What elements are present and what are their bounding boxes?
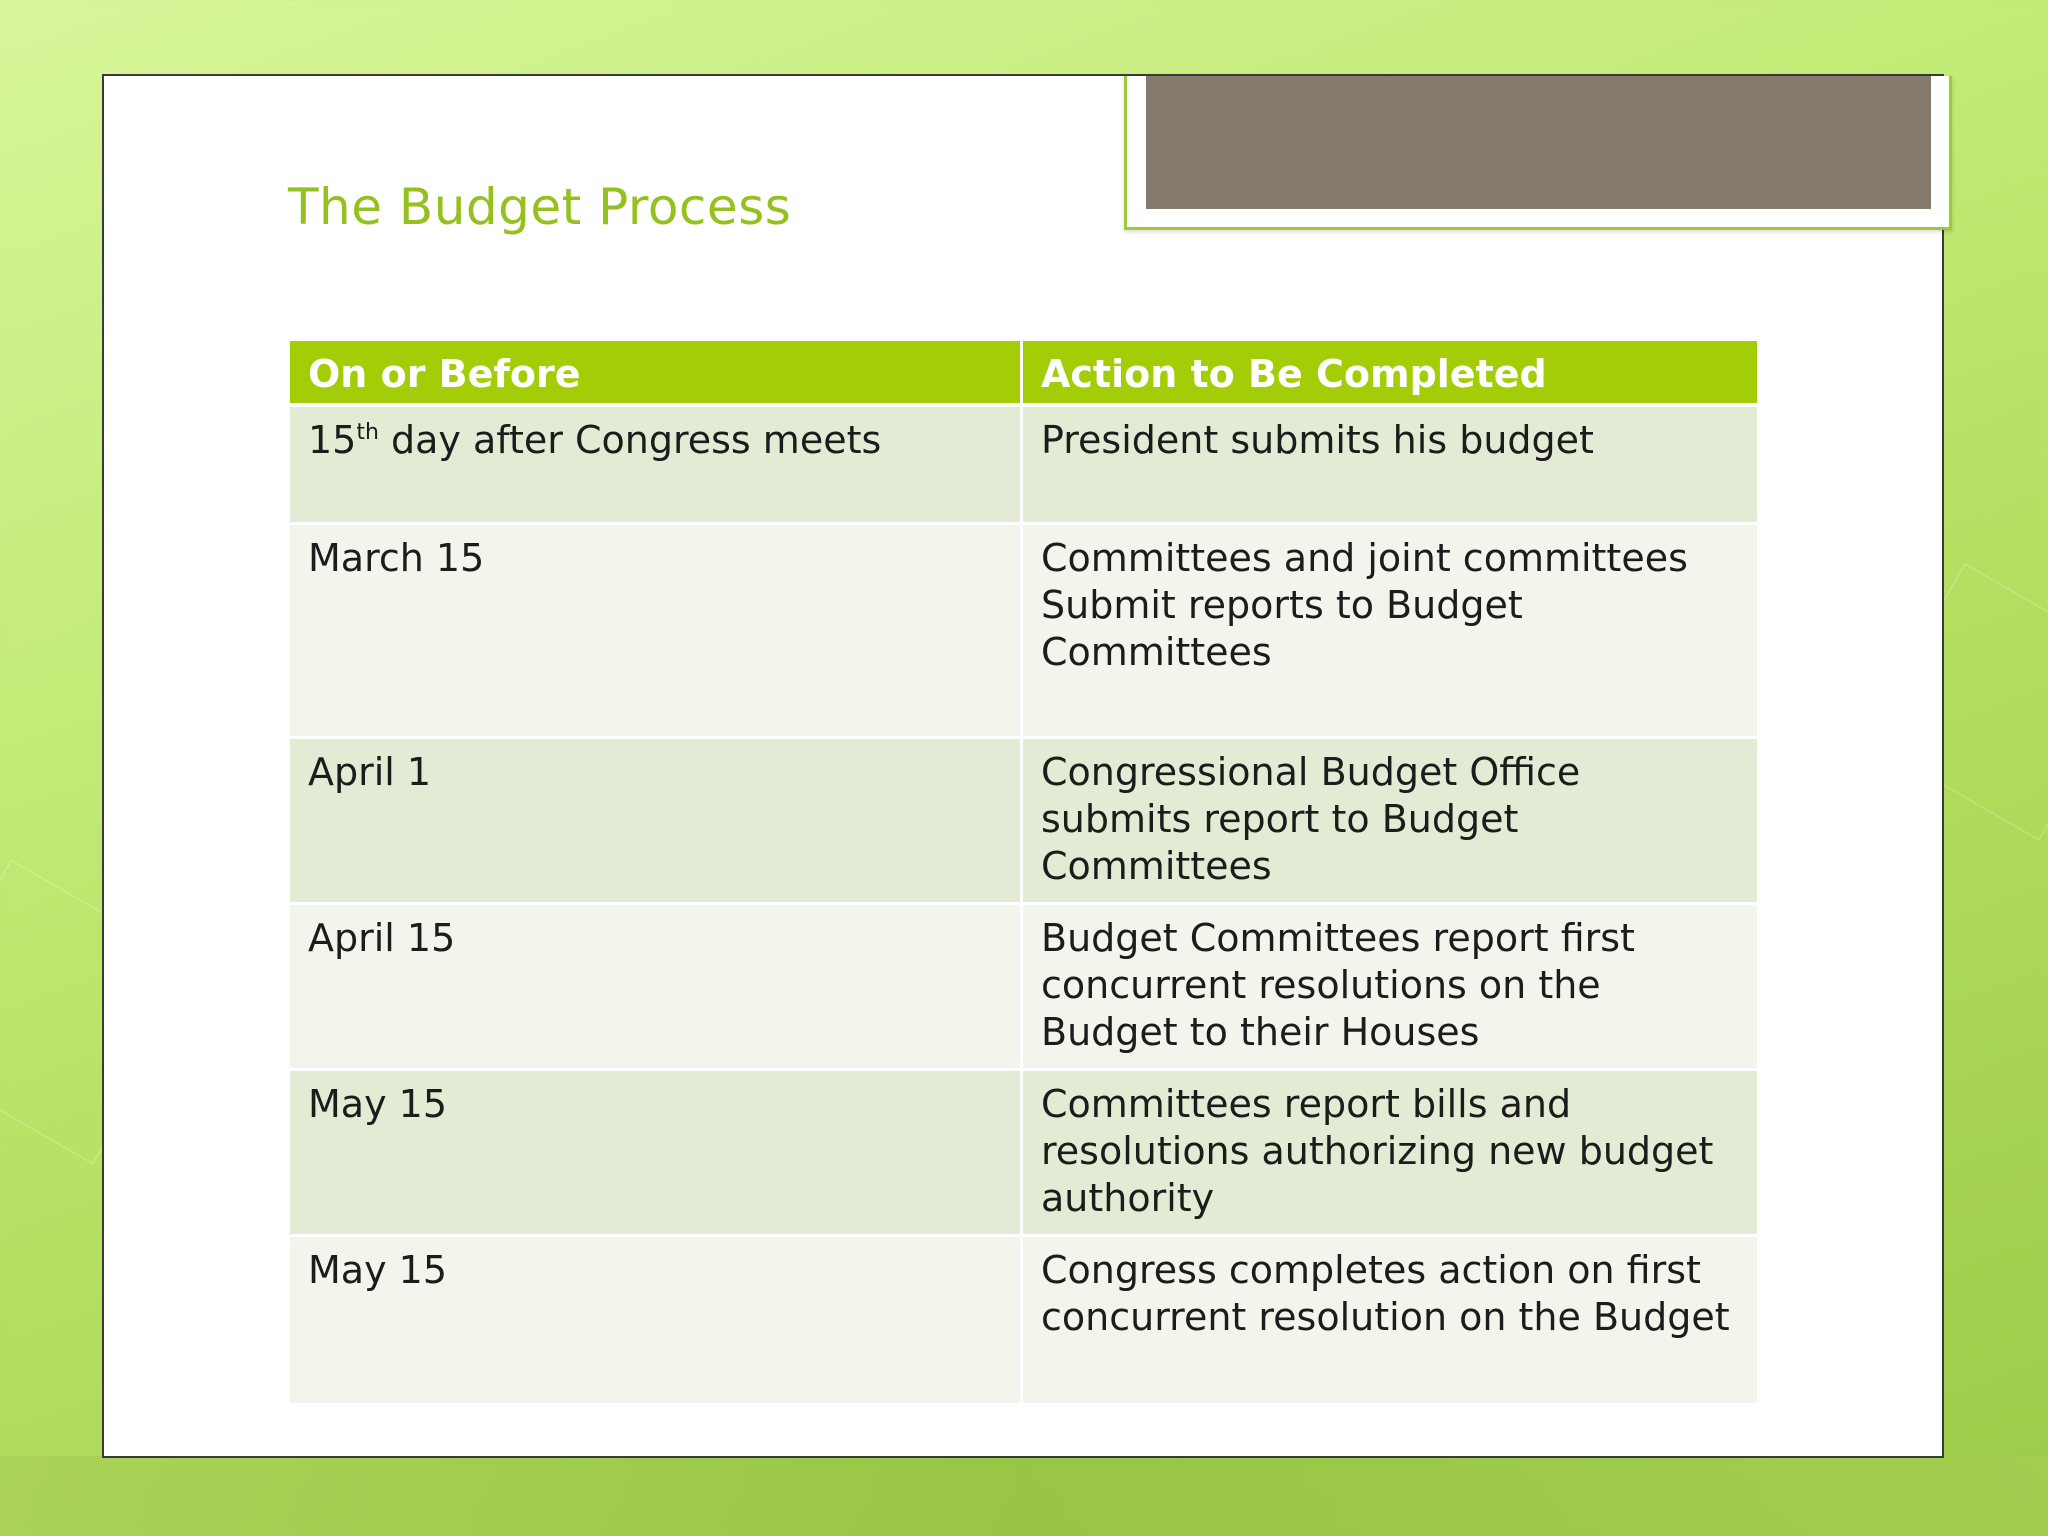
cell-on-before: May 15 <box>290 1071 1023 1237</box>
table-row <box>290 739 1757 905</box>
slide-title: The Budget Process <box>288 178 792 236</box>
cell-action <box>1023 739 1757 905</box>
cell-on-before: April 15 <box>290 905 1023 1071</box>
action-line: Committees and joint committees <box>1041 536 1688 580</box>
table-row <box>290 1237 1757 1403</box>
action-line: Congressional Budget Office <box>1041 750 1581 794</box>
cell-on-before: April 1 <box>290 739 1023 905</box>
action-line: Committees report bills and <box>1041 1082 1572 1126</box>
table-row <box>290 1071 1757 1237</box>
action-line: submits report to Budget <box>1041 797 1519 841</box>
table-row <box>290 905 1757 1071</box>
action-line: resolutions authorizing new budget <box>1041 1129 1714 1173</box>
cell-action <box>1023 525 1757 739</box>
date-number: 15 <box>308 418 357 462</box>
action-line: concurrent resolution on the Budget <box>1041 1295 1730 1339</box>
cell-action <box>1023 1071 1757 1237</box>
cell-on-before <box>290 407 1023 525</box>
cell-action: President submits his budget <box>1023 407 1757 525</box>
action-line: concurrent resolutions on the <box>1041 963 1601 1007</box>
photo-placeholder <box>1146 76 1931 209</box>
column-header-action: Action to Be Completed <box>1023 341 1757 407</box>
action-line: Budget to their Houses <box>1041 1010 1480 1054</box>
action-line: Budget Committees report first <box>1041 916 1635 960</box>
cell-action <box>1023 905 1757 1071</box>
action-line: Submit reports to Budget <box>1041 583 1523 627</box>
background-band <box>0 1456 2048 1536</box>
cell-on-before: May 15 <box>290 1237 1023 1403</box>
budget-table <box>290 341 1757 1403</box>
action-line: authority <box>1041 1176 1215 1220</box>
table-header-row <box>290 341 1757 407</box>
photo-frame <box>1124 76 1952 230</box>
action-line: Committees <box>1041 630 1272 674</box>
action-line: Congress completes action on first <box>1041 1248 1701 1292</box>
table-row <box>290 525 1757 739</box>
date-ordinal-suffix: th <box>356 420 379 445</box>
date-text: day after Congress meets <box>378 418 882 462</box>
cell-on-before: March 15 <box>290 525 1023 739</box>
action-line: Committees <box>1041 844 1272 888</box>
table-row <box>290 407 1757 525</box>
column-header-on-before: On or Before <box>290 341 1023 407</box>
cell-action <box>1023 1237 1757 1403</box>
